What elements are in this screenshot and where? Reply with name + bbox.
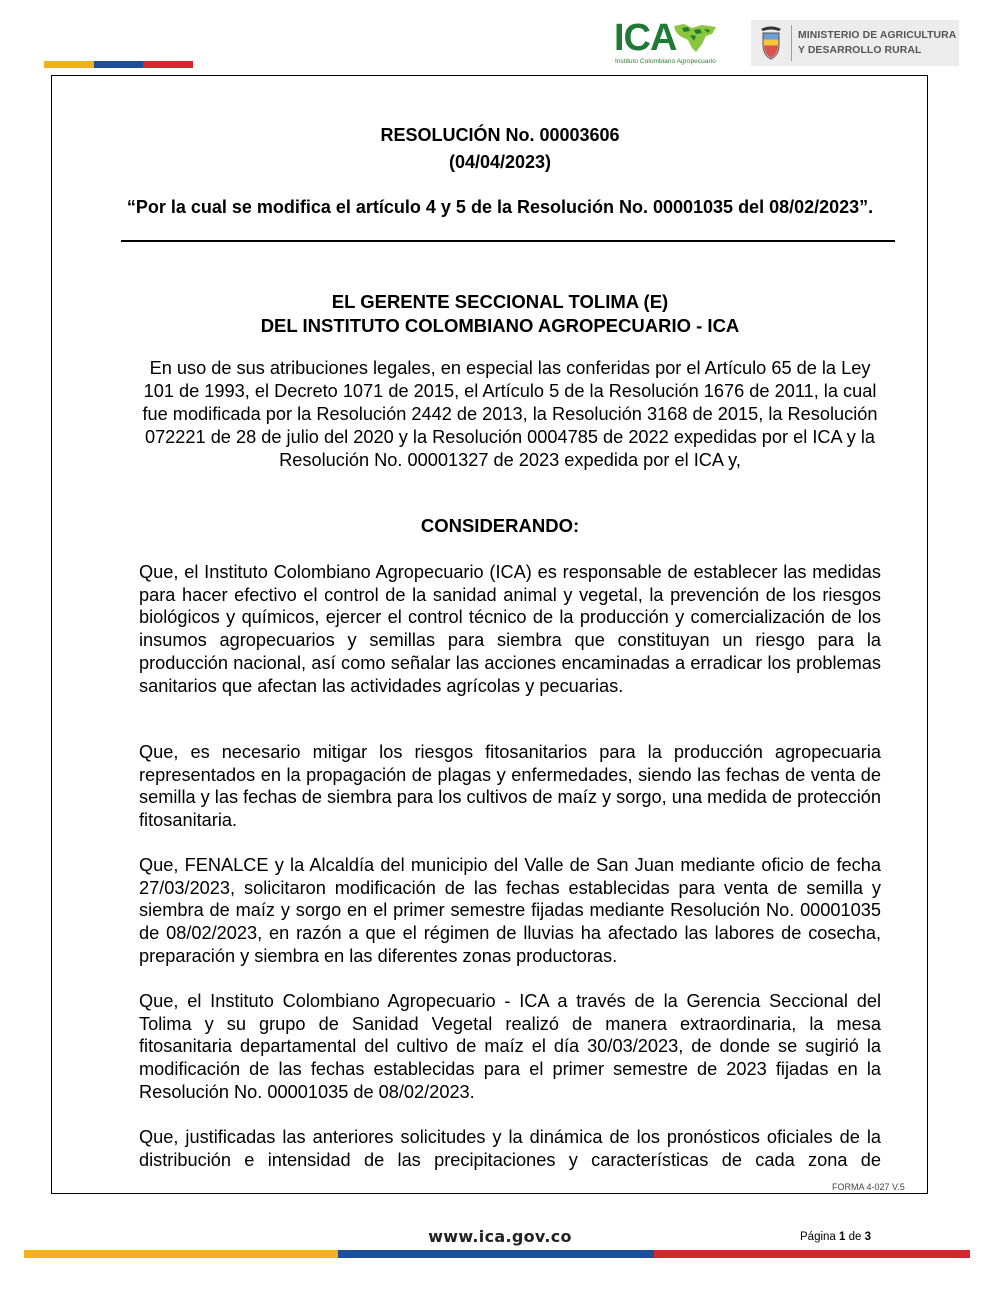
considerando-paragraph: Que, FENALCE y la Alcaldía del municipio del Valle de San Juan mediante oficio de fecha 27/03/2023, solicitaron modificación de las fechas establecidas para venta de semilla y siembra de maíz y sorgo en el primer semestre fijadas mediante Resolución No. 00001035 de 08/02/2023, en razón a que el régimen de lluvias ha afectado las labores de cosecha, preparación y siembra en las diferentes zonas productoras.	[139, 855, 881, 966]
resolution-number: RESOLUCIÓN No. 00003606	[380, 125, 620, 145]
considerando-paragraph: Que, es necesario mitigar los riesgos fitosanitarios para la producción agropecuaria representados en la propagación de plagas y enfermedades, siendo las fechas de venta de semilla y las fechas de siembra para los cultivos de maíz y sorgo, una medida de protección fitosanitaria.	[139, 742, 882, 831]
stripe-red	[143, 61, 193, 68]
resolution-subject: “Por la cual se modifica el artículo 4 y 5 de la Resolución No. 00001035 del 08/02/2023”.	[126, 197, 874, 217]
page-of: de	[848, 1231, 862, 1243]
website-link[interactable]: www.ica.gov.co	[428, 1227, 572, 1246]
stripe-red	[654, 1250, 970, 1258]
ministry-logo-text	[798, 28, 956, 58]
bottom-flag-stripe	[24, 1250, 970, 1258]
stripe-blue	[338, 1250, 654, 1258]
page-indicator	[800, 1231, 871, 1243]
considerando-paragraph: Que, el Instituto Colombiano Agropecuario - ICA a través de la Gerencia Seccional del Tolima y su grupo de Sanidad Vegetal realizó de manera extraordinaria, la mesa fitosanitaria departamental del cultivo de maíz el día 30/03/2023, de donde se sugirió la modificación de las fechas establecidas para el primer semestre de 2023 fijadas en la Resolución No. 00001035 de 08/02/2023.	[139, 991, 881, 1102]
ministry-logo	[751, 20, 959, 66]
considerando-heading: CONSIDERANDO:	[420, 515, 580, 536]
stripe-yellow	[24, 1250, 338, 1258]
considerando-paragraph: Que, justificadas las anteriores solicitudes y la dinámica de los pronósticos oficiales de la distribución e intensidad de las precipitaciones y características de cada zona de	[139, 1127, 881, 1170]
ministry-logo-divider	[791, 25, 792, 61]
ica-logo	[612, 17, 720, 68]
ministry-line-2: Y DESARROLLO RURAL	[798, 45, 922, 56]
resolution-date: (04/04/2023)	[448, 152, 552, 172]
page-current: 1	[839, 1231, 846, 1243]
ica-logo-subtitle: Instituto Colombiano Agropecuario	[615, 58, 716, 65]
stripe-yellow	[44, 61, 94, 68]
top-flag-stripe	[44, 61, 193, 68]
ica-logo-text: ICA	[614, 17, 677, 59]
page-label: Página	[800, 1231, 836, 1243]
form-code: FORMA 4-027 V.5	[832, 1182, 905, 1192]
colombia-map-icon	[672, 22, 720, 56]
preamble: En uso de sus atribuciones legales, en especial las conferidas por el Artículo 65 de la Ley 101 de 1993, el Decreto 1071 de 2015, el Artículo 5 de la Resolución 1676 de 2011, la cual fue modificada por la Resolución 2442 de 2013, la Resolución 3168 de 2015, la Resolución 072221 de 28 de julio del 2020 y la Resolución 0004785 de 2022 expedidas por el ICA y la Resolución No. 00001327 de 2023 expedida por el ICA y,	[142, 358, 878, 470]
title-divider	[121, 240, 895, 242]
coat-of-arms-icon	[757, 25, 785, 61]
page-total: 3	[864, 1231, 872, 1243]
authority-line-1: EL GERENTE SECCIONAL TOLIMA (E)	[331, 291, 669, 312]
authority-line-2: DEL INSTITUTO COLOMBIANO AGROPECUARIO - ICA	[260, 315, 740, 336]
stripe-blue	[94, 61, 144, 68]
ministry-line-1: MINISTERIO DE AGRICULTURA	[798, 30, 957, 41]
considerando-paragraph: Que, el Instituto Colombiano Agropecuario (ICA) es responsable de establecer las medidas para hacer efectivo el control de la sanidad animal y vegetal, la prevención de los riesgos biológicos y químicos, ejercer el control técnico de la producción y comercialización de los insumos agropecuarios y semillas para siembra que constituyan un riesgo para la producción nacional, así como señalar las acciones encaminadas a erradicar los problemas sanitarios que afectan las actividades agrícolas y pecuarias.	[139, 562, 881, 696]
